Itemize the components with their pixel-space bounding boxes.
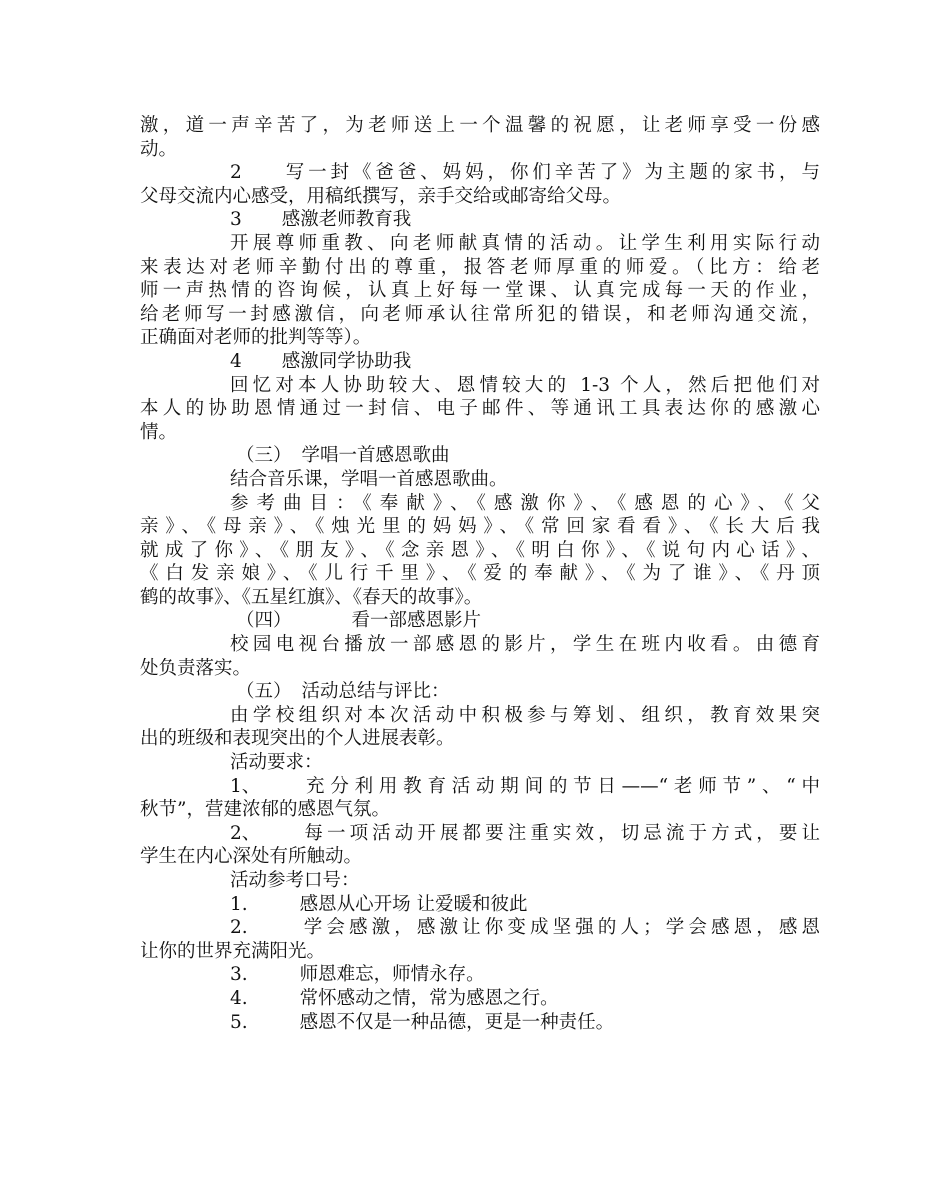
item-text: 充分利用教育活动期间的节日——“老师节”、“中: [300, 775, 820, 797]
slogan-item-3: [140, 963, 820, 987]
item-number: 1.: [230, 893, 248, 915]
text-line: 师一声热情的咨询候，认真上好每一堂课、认真完成每一天的作业，: [140, 280, 820, 302]
text-line: 出的班级和表现突出的个人进展表彰。: [140, 728, 455, 750]
text-line: 校园电视台播放一部感恩的影片，学生在班内收看。由德育: [230, 634, 820, 656]
text-line: 鹤的故事》、《五星红旗》、《春天的故事》。: [140, 586, 483, 608]
text-line: 《白发亲娘》、《儿行千里》、《爱的奉献》、《为了谁》、《丹顶: [140, 563, 820, 585]
item-text: 师恩难忘，师情永存。: [299, 964, 485, 986]
section-title: 活动总结与评比：: [301, 681, 450, 703]
item-number: 4.: [230, 987, 248, 1009]
text-line: 正确面对老师的批判等等）。: [140, 327, 372, 349]
text-line: 处负责落实。: [140, 657, 252, 679]
text-line: 动。: [140, 138, 178, 160]
requirement-item-2: [140, 822, 820, 846]
text-line: 由学校组织对本次活动中积极参与筹划、组织，教育效果突: [230, 704, 820, 726]
text-line: 活动要求：: [230, 752, 323, 774]
text-line: 情。: [140, 421, 178, 443]
text-line: 回忆对本人协助较大、恩情较大的 1-3 个人，然后把他们对: [230, 374, 820, 396]
text-line: 参考曲目：《奉献》、《感激你》、《感恩的心》、《父: [230, 492, 820, 514]
item-number: 2、: [230, 822, 261, 844]
item-text: 感恩不仅是一种品德，更是一种责任。: [299, 1011, 615, 1033]
section-heading-3: [140, 444, 820, 468]
item-text: 感恩从心开场 让爱暖和彼此: [299, 893, 528, 915]
slogan-item-4: [140, 987, 820, 1011]
item-number: 2.: [230, 917, 248, 939]
list-item-3: [140, 208, 820, 232]
slogan-item-5: [140, 1011, 820, 1035]
text-line: 结合音乐课，学唱一首感恩歌曲。: [230, 468, 508, 490]
item-text: 学会感激，感激让你变成坚强的人；学会感恩，感恩: [299, 917, 820, 939]
section-heading-5: [140, 680, 820, 704]
item-text: 感激同学协助我: [281, 350, 412, 372]
text-line: 给老师写一封感激信，向老师承认往常所犯的错误，和老师沟通交流，: [140, 303, 820, 325]
text-line: 来表达对老师辛勤付出的尊重，报答老师厚重的师爱。（比方：给老: [140, 256, 820, 278]
item-number: 5.: [230, 1011, 248, 1033]
item-text: 每一项活动开展都要注重实效，切忌流于方式，要让: [300, 822, 820, 844]
item-text: 写一封《爸爸、妈妈，你们辛苦了》为主题的家书，与: [281, 162, 820, 184]
item-number: 1、: [230, 775, 261, 797]
section-number: （四）: [236, 610, 292, 632]
text-line: 活动参考口号：: [230, 870, 360, 891]
item-number: 3.: [230, 964, 248, 986]
text-line: 激，道一声辛苦了，为老师送上一个温馨的祝愿，让老师享受一份感: [140, 115, 820, 136]
item-text: 感激老师教育我: [281, 209, 412, 231]
document-page: [140, 114, 820, 1034]
text-line: 开展尊师重教、向老师献真情的活动。让学生利用实际行动: [230, 232, 820, 254]
section-title: 学唱一首感恩歌曲: [301, 445, 450, 467]
text-line: 让你的世界充满阳光。: [140, 940, 326, 962]
section-number: （五）: [236, 681, 292, 703]
text-line: 本人的协助恩情通过一封信、电子邮件、等通讯工具表达你的感激心: [140, 398, 820, 420]
slogan-item-2: [140, 916, 820, 940]
item-number: 4: [230, 350, 242, 372]
text-line: 父母交流内心感受，用稿纸撰写，亲手交给或邮寄给父母。: [140, 185, 622, 207]
slogan-item-1: [140, 893, 820, 917]
section-title: 看一部感恩影片: [351, 610, 482, 632]
item-number: 2: [230, 162, 242, 184]
text-line: 就成了你》、《朋友》、《念亲恩》、《明白你》、《说句内心话》、: [140, 539, 820, 561]
section-number: （三）: [236, 445, 292, 467]
text-line: 秋节”，营建浓郁的感恩气氛。: [140, 799, 390, 821]
list-item-2: [140, 161, 820, 185]
item-number: 3: [230, 209, 242, 231]
text-line: 亲》、《母亲》、《烛光里的妈妈》、《常回家看看》、《长大后我: [140, 516, 820, 538]
item-text: 常怀感动之情，常为感恩之行。: [299, 987, 559, 1009]
requirement-item-1: [140, 775, 820, 799]
text-line: 学生在内心深处有所触动。: [140, 846, 363, 868]
list-item-4: [140, 350, 820, 374]
section-heading-4: [140, 609, 820, 633]
